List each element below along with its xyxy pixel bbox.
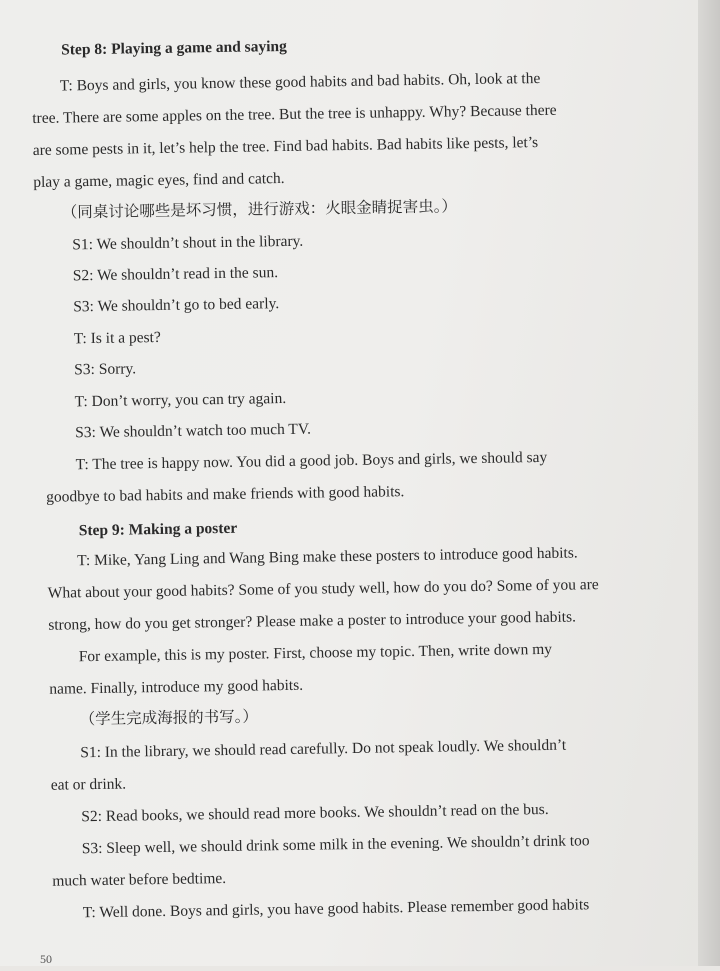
paragraph-line: strong, how do you get stronger? Please make a poster to introduce your good habits. (48, 608, 577, 634)
paragraph-line: What about your good habits? Some of you study well, how do you do? Some of you are (47, 576, 599, 602)
paragraph-line: play a game, magic eyes, find and catch. (33, 169, 285, 191)
paragraph-line: For example, this is my poster. First, choose my topic. Then, write down my (78, 640, 553, 666)
page-number: 50 (40, 952, 52, 966)
dialogue-line: S2: Read books, we should read more books. We shouldn’t read on the bus. (81, 800, 549, 826)
dialogue-line: S3: Sorry. (74, 360, 137, 379)
step-9-heading: Step 9: Making a poster (78, 519, 238, 540)
paragraph-line: T: Boys and girls, you know these good habits and bad habits. Oh, look at the (59, 69, 541, 95)
chinese-note: （同桌讨论哪些是坏习惯，进行游戏：火眼金睛捉害虫。） (61, 198, 458, 222)
dialogue-line: T: Well done. Boys and girls, you have good habits. Please remember good habits (82, 896, 590, 922)
dialogue-line: T: Don’t worry, you can try again. (74, 389, 287, 411)
paragraph-line: tree. There are some apples on the tree. But the tree is unhappy. Why? Because there (32, 101, 557, 127)
dialogue-line: T: Is it a pest? (73, 328, 161, 348)
paragraph-line: eat or drink. (50, 775, 127, 794)
dialogue-line: T: The tree is happy now. You did a good job. Boys and girls, we should say (75, 448, 548, 474)
dialogue-line: S1: In the library, we should read carefully. Do not speak loudly. We shouldn’t (80, 736, 567, 762)
paragraph-line: name. Finally, introduce my good habits. (49, 676, 304, 698)
dialogue-line: S3: Sleep well, we should drink some milk in the evening. We shouldn’t drink too (81, 832, 590, 858)
paragraph-line: goodbye to bad habits and make friends with good habits. (46, 483, 405, 506)
dialogue-line: S3: We shouldn’t watch too much TV. (75, 420, 312, 442)
dialogue-line: S2: We shouldn’t read in the sun. (72, 264, 279, 285)
paragraph-line: T: Mike, Yang Ling and Wang Bing make these posters to introduce good habits. (77, 544, 578, 570)
paragraph-line: are some pests in it, let’s help the tree. Find bad habits. Bad habits like pests, let’s (32, 134, 539, 159)
dialogue-line: S3: We shouldn’t go to bed early. (73, 295, 280, 316)
chinese-note: （学生完成海报的书写。） (79, 708, 259, 729)
dialogue-line: S1: We shouldn’t shout in the library. (72, 232, 304, 254)
paragraph-line: much water before bedtime. (52, 869, 227, 890)
step-8-heading: Step 8: Playing a game and saying (61, 37, 287, 59)
